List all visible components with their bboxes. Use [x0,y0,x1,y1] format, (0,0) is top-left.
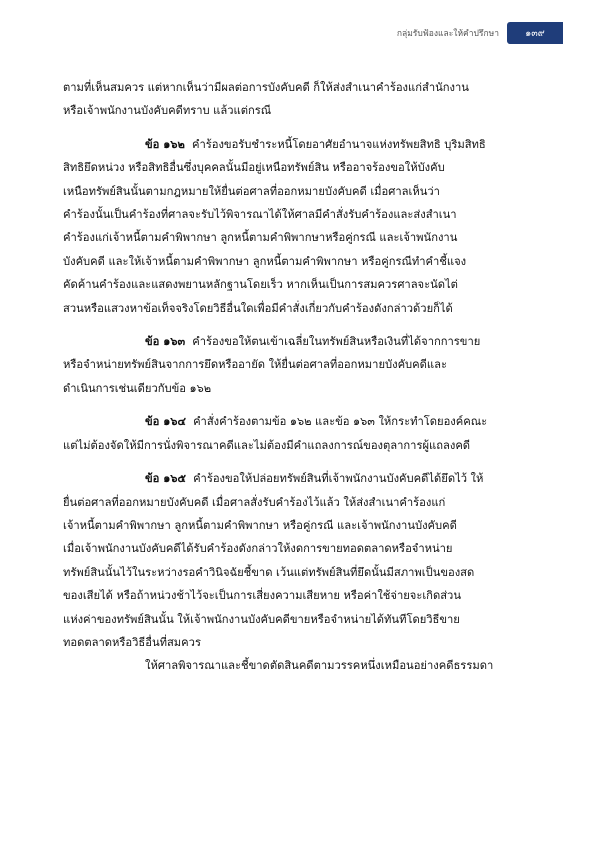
text-line: ของเสียได้ หรือถ้าหน่วงช้าไว้จะเป็นการเสี่ยงความเสียหาย หรือค่าใช้จ่ายจะเกิดส่วน [63,589,461,603]
text-run: คำร้องขอให้ตนเข้าเฉลี่ยในทรัพย์สินหรือเงินที่ได้จากการขาย [192,335,481,349]
text-line: เมื่อเจ้าพนักงานบังคับคดีได้รับคำร้องดังกล่าวให้งดการขายทอดตลาดหรือจำหน่าย [63,542,453,556]
section-number: ข้อ ๑๖๕ [145,471,186,486]
text-line: เจ้าหนี้ตามคำพิพากษา ลูกหนี้ตามคำพิพากษา หรือคู่กรณี และเจ้าพนักงานบังคับคดี [63,518,457,532]
page-number-badge: ๑๓๙ [507,22,563,44]
section-number: ข้อ ๑๖๒ [145,136,185,151]
text-line: ทอดตลาดหรือวิธีอื่นที่สมควร [63,635,201,649]
text-line: ทรัพย์สินนั้นไว้ในระหว่างรอคำวินิจฉัยชี้ขาด เว้นแต่ทรัพย์สินที่ยึดนั้นมีสภาพเป็นของสด [63,565,475,579]
section-number: ข้อ ๑๖๔ [145,414,186,429]
section-162 [63,133,533,320]
text-line: บังคับคดี และให้เจ้าหนี้ตามคำพิพากษา ลูกหนี้ตามคำพิพากษา หรือคู่กรณีทำคำชี้แจง [63,254,467,268]
text-run: คำร้องขอให้ปล่อยทรัพย์สินที่เจ้าพนักงานบังคับคดีได้ยึดไว้ ให้ [193,472,484,486]
section-number: ข้อ ๑๖๓ [145,334,186,349]
page-header [397,22,563,44]
text-line: คำร้องนั้นเป็นคำร้องที่ศาลจะรับไว้พิจารณาได้ให้ศาลมีคำสั่งรับคำร้องและส่งสำเนา [63,208,457,222]
section-163 [63,330,533,400]
intro-paragraph [63,76,533,123]
section-164 [63,410,533,457]
section-first-line [63,410,533,433]
section-165 [63,467,533,678]
text-line: แต่ไม่ต้องจัดให้มีการนั่งพิจารณาคดีและไม่ต้องมีคำแถลงการณ์ของตุลาการผู้แถลงคดี [63,438,471,452]
text-line: หรือจำหน่ายทรัพย์สินจากการยึดหรืออายัด ให้ยื่นต่อศาลที่ออกหมายบังคับคดีและ [63,358,447,372]
text-line: ตามที่เห็นสมควร แต่หากเห็นว่ามีผลต่อการบังคับคดี ก็ให้ส่งสำเนาคำร้องแก่สำนักงาน [63,81,469,94]
text-line: หรือเจ้าพนักงานบังคับคดีทราบ แล้วแต่กรณี [63,104,272,118]
text-run: คำร้องขอรับชำระหนี้โดยอาศัยอำนาจแห่งทรัพยสิทธิ บุริมสิทธิ [191,137,486,151]
text-line: เหนือทรัพย์สินนั้นตามกฎหมายให้ยื่นต่อศาลที่ออกหมายบังคับคดี เมื่อศาลเห็นว่า [63,184,440,198]
section-first-line [63,330,533,353]
text-line: คำร้องแก่เจ้าหนี้ตามคำพิพากษา ลูกหนี้ตามคำพิพากษาหรือคู่กรณี และเจ้าพนักงาน [63,231,458,245]
closing-line: ให้ศาลพิจารณาและชี้ขาดตัดสินคดีตามวรรคหนึ่งเหมือนอย่างคดีธรรมดา [145,659,494,673]
header-title: กลุ่มรับฟ้องและให้คำปรึกษา [396,29,499,39]
document-body [63,76,533,678]
text-line: คัดค้านคำร้องและแสดงพยานหลักฐานโดยเร็ว หากเห็นเป็นการสมควรศาลจะนัดไต่ [63,278,458,292]
text-line: ยื่นต่อศาลที่ออกหมายบังคับคดี เมื่อศาลสั่งรับคำร้องไว้แล้ว ให้ส่งสำเนาคำร้องแก่ [63,495,446,509]
text-line: สิทธิยึดหน่วง หรือสิทธิอื่นซึ่งบุคคลนั้นมีอยู่เหนือทรัพย์สิน หรืออาจร้องขอให้บังคับ [63,161,445,175]
text-line: แห่งค่าของทรัพย์สินนั้น ให้เจ้าพนักงานบังคับคดีขายหรือจำหน่ายได้ทันทีโดยวิธีขาย [63,612,460,626]
text-run: คำสั่งคำร้องตามข้อ ๑๖๒ และข้อ ๑๖๓ ให้กระทำโดยองค์คณะ [193,415,488,429]
text-line: ดำเนินการเช่นเดียวกับข้อ ๑๖๒ [63,381,212,395]
section-first-line [63,133,533,156]
text-line: สวนหรือแสวงหาข้อเท็จจริงโดยวิธีอื่นใดเพื่อมีคำสั่งเกี่ยวกับคำร้องดังกล่าวด้วยก็ได้ [63,301,453,315]
section-first-line [63,467,533,490]
